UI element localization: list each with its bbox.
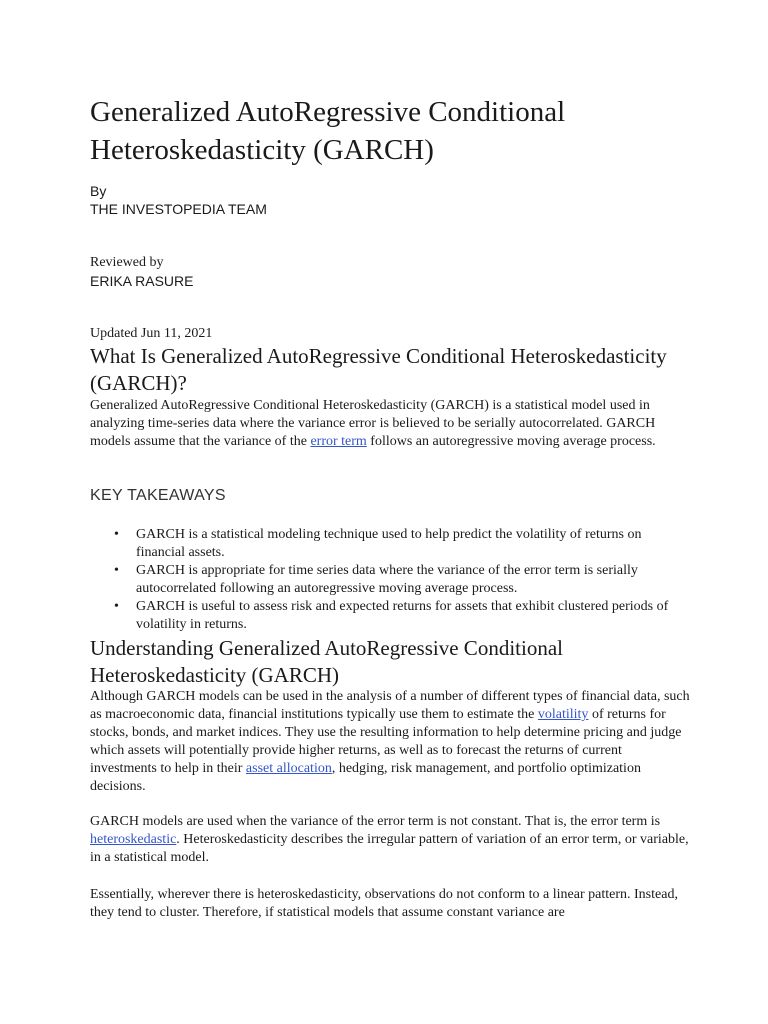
paragraph-text: Although GARCH models can be used in the analysis of a number of different types of financial data, such as macroeconomic data, financial institutions typically use them to estimate the (90, 689, 690, 722)
author-name: THE INVESTOPEDIA TEAM (90, 201, 267, 217)
intro-text-a: Generalized AutoRegressive Conditional Heteroskedasticity (GARCH) is a statistical model used in analyzing time-series data where the variance error is believed to be serially autocorrelated. GARCH models assume that the variance of the (90, 398, 656, 449)
byline-label: By (90, 183, 107, 199)
paragraph-text: of returns for stocks, bonds, and market indices. They use the resulting information to help determine pricing and judge which assets will potentially provide higher returns, as well as to forecast the returns of current investments to help in their (90, 707, 682, 776)
paragraph-text: . Heteroskedasticity describes the irregular pattern of variation of an error term, or variable, in a statistical model. (90, 832, 689, 865)
bullet-icon: • (114, 563, 119, 578)
body-paragraph: Essentially, wherever there is heteroskedasticity, observations do not conform to a linear pattern. Instead, they tend to cluster. Therefore, if statistical models that assume constant variance are (90, 887, 678, 920)
key-takeaways-list (90, 526, 690, 634)
list-item-text: GARCH is appropriate for time series data where the variance of the error term is serially autocorrelated following an autoregressive moving average process. (136, 563, 638, 596)
list-item-text: GARCH is useful to assess risk and expected returns for assets that exhibit clustered periods of volatility in returns. (136, 599, 669, 632)
heteroskedastic-link[interactable]: heteroskedastic (90, 832, 177, 847)
section-heading-what-is: What Is Generalized AutoRegressive Conditional Heteroskedasticity (GARCH)? (90, 344, 667, 395)
bullet-icon: • (114, 527, 119, 542)
paragraph-text: GARCH models are used when the variance of the error term is not constant. That is, the error term is (90, 814, 661, 829)
error-term-link[interactable]: error term (310, 434, 367, 449)
asset-allocation-link[interactable]: asset allocation (245, 761, 332, 776)
updated-date: Updated Jun 11, 2021 (90, 326, 213, 341)
body-paragraph (90, 813, 690, 867)
volatility-link[interactable]: volatility (537, 707, 589, 722)
intro-paragraph (90, 397, 690, 451)
key-takeaways-heading: KEY TAKEAWAYS (90, 487, 226, 504)
list-item-text: GARCH is a statistical modeling technique used to help predict the volatility of returns on financial assets. (136, 527, 642, 560)
paragraph-text: , hedging, risk management, and portfolio optimization decisions. (90, 761, 641, 794)
section-heading-understanding: Understanding Generalized AutoRegressive Conditional Heteroskedasticity (GARCH) (90, 636, 563, 687)
reviewer-name: ERIKA RASURE (90, 273, 194, 289)
list-item (90, 526, 690, 562)
body-paragraph (90, 688, 690, 796)
page-title: Generalized AutoRegressive Conditional Heteroskedasticity (GARCH) (90, 96, 566, 166)
bullet-icon: • (114, 599, 119, 614)
list-item (90, 598, 690, 634)
intro-text-b: follows an autoregressive moving average process. (366, 434, 656, 449)
list-item (90, 562, 690, 598)
reviewed-by-label: Reviewed by (90, 255, 164, 270)
